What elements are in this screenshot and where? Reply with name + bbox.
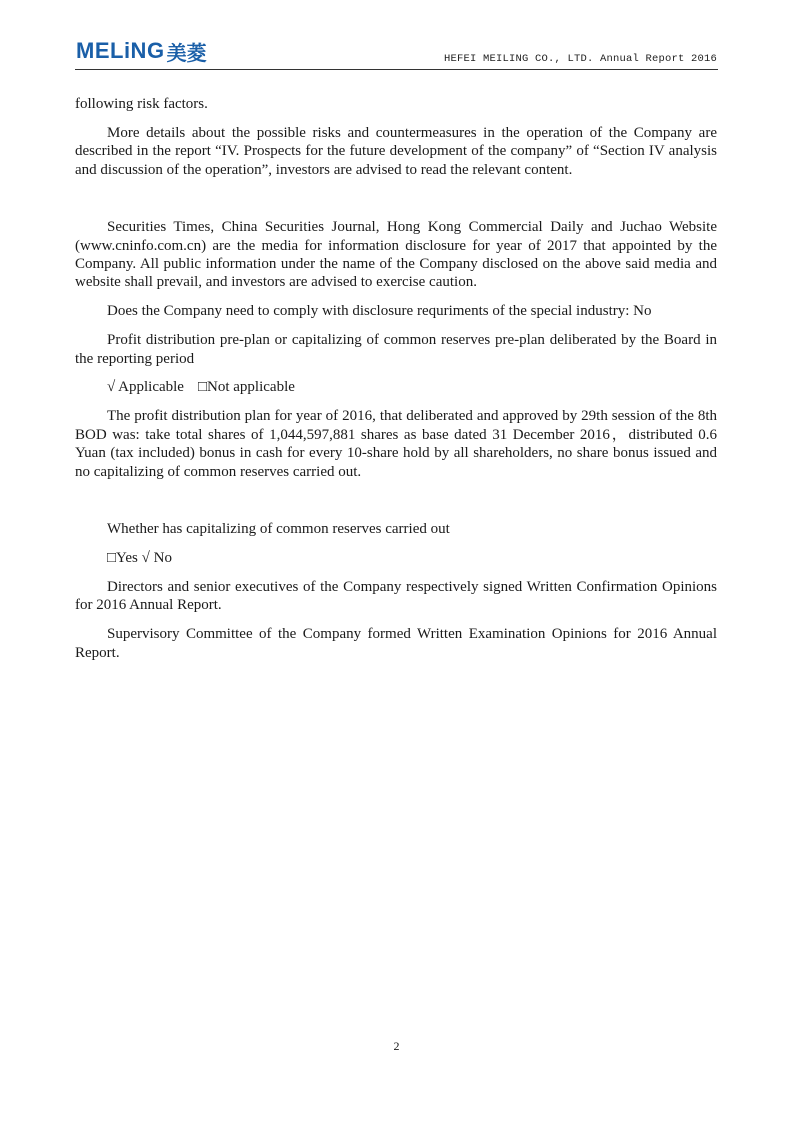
company-logo <box>76 38 207 64</box>
paragraph-supervisory-opinions: Supervisory Committee of the Company formed Written Examination Opinions for 2016 Annual Report. <box>75 626 717 661</box>
page-number: 2 <box>393 1039 400 1053</box>
logo-cjk-text: 美菱 <box>166 42 207 65</box>
paragraph-risk-details: More details about the possible risks and countermeasures in the operation of the Company are described in the report “IV. Prospects for the future development of the company” of “Section IV analysis and discussion of the operation”, investors are advised to read the relevant content. <box>75 124 717 178</box>
logo-latin-text: MELiNG <box>76 38 165 63</box>
no-option: √ No <box>141 549 172 566</box>
document-body <box>75 95 717 672</box>
paragraph-directors-confirmation: Directors and senior executives of the Company respectively signed Written Confirmation Opinions for 2016 Annual Report. <box>75 578 717 614</box>
applicable-option: √ Applicable <box>107 379 184 396</box>
yes-no-checkbox-line <box>107 549 717 567</box>
paragraph-capitalizing-question: Whether has capitalizing of common reserves carried out <box>107 521 450 537</box>
paragraph-profit-preplan: Profit distribution pre-plan or capitalizing of common reserves pre-plan deliberated by the Board in the reporting period <box>75 332 717 367</box>
yes-option: □Yes <box>107 549 138 566</box>
not-applicable-option: □Not applicable <box>197 379 295 396</box>
paragraph-profit-plan: The profit distribution plan for year of 2016, that deliberated and approved by 29th session of the 8th BOD was: take total shares of 1,044,597,881 shares as base dated 31 December 2016，distributed 0.6 Yuan (tax included) bonus in cash for every 10-share hold by all shareholders, no share bonus issued and no capitalizing of common reserves carried out. <box>75 408 717 480</box>
paragraph-disclosure-media: Securities Times, China Securities Journal, Hong Kong Commercial Daily and Juchao Website (www.cninfo.com.cn) are the media for information disclosure for year of 2017 that appointed by the Company. All public information under the name of the Company disclosed on the above said media and website shall prevail, and investors are advised to exercise caution. <box>75 219 717 291</box>
applicable-checkbox-line <box>107 378 717 396</box>
paragraph-risk-factors: following risk factors. <box>75 96 208 112</box>
paragraph-special-industry: Does the Company need to comply with disclosure requriments of the special industry: No <box>107 303 652 320</box>
header-divider <box>75 69 718 70</box>
report-header-title: HEFEI MEILING CO., LTD. Annual Report 2016 <box>443 53 717 65</box>
